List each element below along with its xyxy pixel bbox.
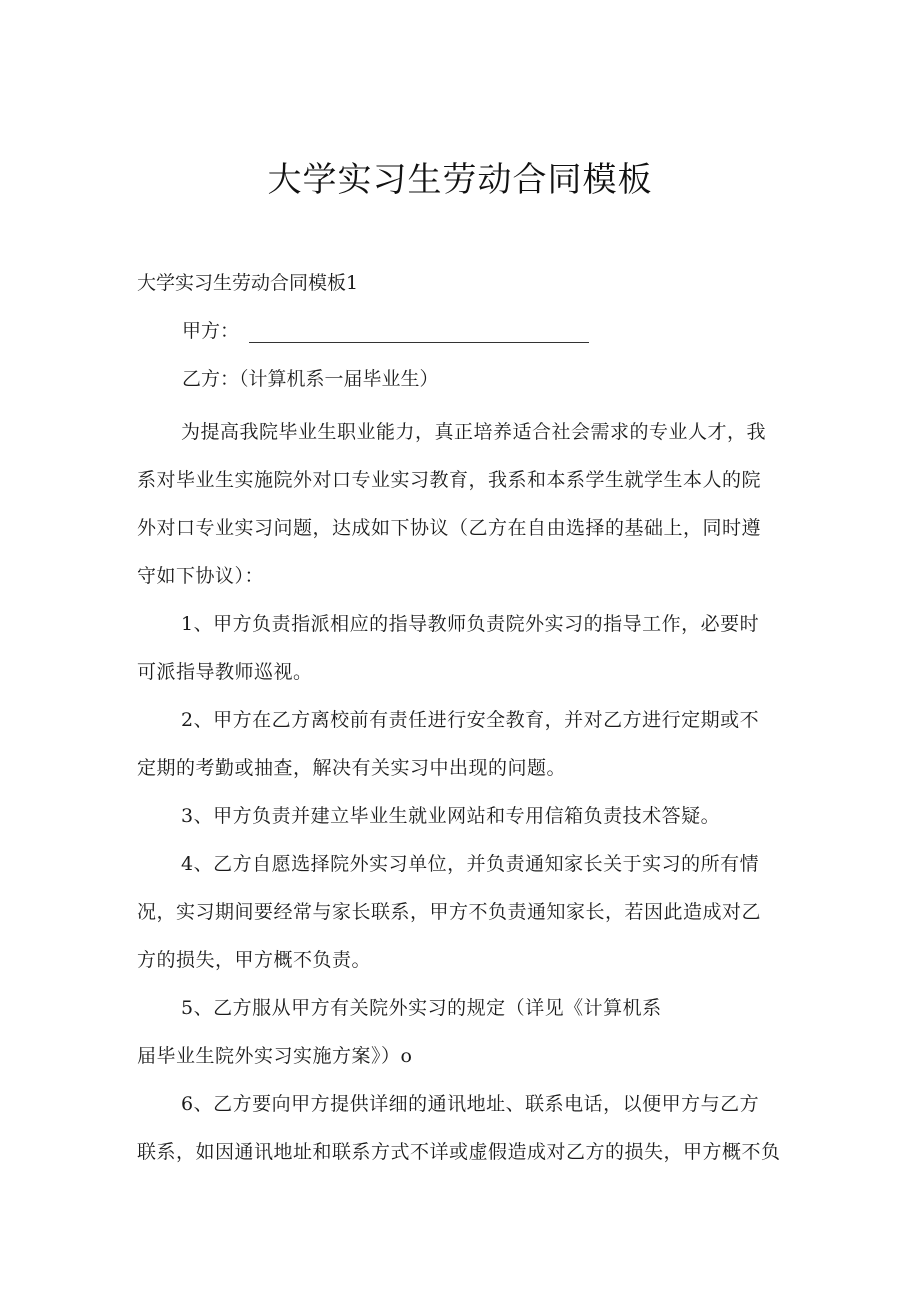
clause-6 bbox=[137, 1080, 787, 1176]
text-line: 系对毕业生实施院外对口专业实习教育，我系和本系学生就学生本人的院 bbox=[137, 469, 762, 491]
party-a-line bbox=[182, 316, 589, 343]
clause-5 bbox=[137, 984, 787, 1080]
text-line: 可派指导教师巡视。 bbox=[137, 661, 313, 683]
text-line: 5、乙方服从甲方有关院外实习的规定（详见《计算机系 bbox=[181, 997, 662, 1019]
text-line: 为提高我院毕业生职业能力，真正培养适合社会需求的专业人才，我 bbox=[181, 421, 767, 443]
party-b-line: 乙方：（计算机系一届毕业生） bbox=[182, 368, 439, 390]
contract-body bbox=[137, 408, 787, 1176]
text-line: 联系，如因通讯地址和联系方式不详或虚假造成对乙方的损失，甲方概不负 bbox=[137, 1141, 781, 1163]
clause-1 bbox=[137, 600, 787, 696]
text-line: 守如下协议）： bbox=[137, 565, 265, 587]
party-a-label: 甲方： bbox=[182, 320, 240, 342]
text-line: 2、甲方在乙方离校前有责任进行安全教育，并对乙方进行定期或不 bbox=[181, 709, 760, 731]
text-line: 1、甲方负责指派相应的指导教师负责院外实习的指导工作，必要时 bbox=[181, 613, 760, 635]
text-line: 届毕业生院外实习实施方案》）o bbox=[137, 1045, 413, 1067]
text-line: 3、甲方负责并建立毕业生就业网站和专用信箱负责技术答疑。 bbox=[181, 805, 721, 827]
text-line: 方的损失，甲方概不负责。 bbox=[137, 949, 372, 971]
clause-2 bbox=[137, 696, 787, 792]
text-line: 外对口专业实习问题，达成如下协议（乙方在自由选择的基础上，同时遵 bbox=[137, 517, 762, 539]
text-line: 况，实习期间要经常与家长联系，甲方不负责通知家长，若因此造成对乙 bbox=[137, 901, 762, 923]
text-line: 定期的考勤或抽查，解决有关实习中出现的问题。 bbox=[137, 757, 567, 779]
text-line: 6、乙方要向甲方提供详细的通讯地址、联系电话，以便甲方与乙方 bbox=[181, 1093, 760, 1115]
clause-3 bbox=[137, 792, 787, 840]
document-title: 大学实习生劳动合同模板 bbox=[267, 160, 653, 200]
document-subtitle: 大学实习生劳动合同模板1 bbox=[137, 272, 359, 294]
party-a-blank bbox=[249, 322, 589, 343]
text-line: 4、乙方自愿选择院外实习单位，并负责通知家长关于实习的所有情 bbox=[181, 853, 760, 875]
paragraph-intro bbox=[137, 408, 787, 600]
clause-4 bbox=[137, 840, 787, 984]
